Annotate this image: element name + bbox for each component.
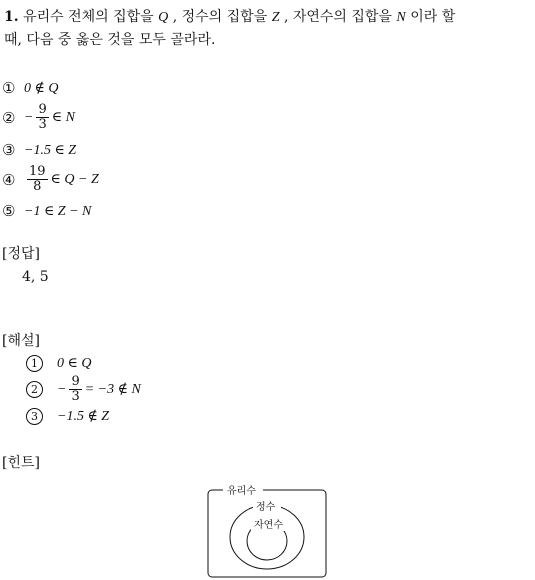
choice-4 [2, 165, 99, 194]
explanation-label: [해설] [2, 333, 40, 349]
naturals-label: 자연수 [254, 520, 283, 531]
answer-value: 4, 5 [22, 269, 49, 285]
choice-expression: ∈ Q − Z [50, 172, 99, 187]
explanation-item-2 [26, 375, 141, 404]
question-number: 1. [4, 9, 19, 25]
explanation-expression: 0 ∈ Q [57, 356, 92, 371]
explanation-item-3 [26, 408, 109, 425]
choice-1 [2, 79, 58, 97]
choice-2 [2, 103, 75, 132]
choice-expression: 0 ∉ Q [24, 80, 59, 96]
explanation-expression: = −3 ∉ N [84, 382, 141, 397]
circled-number: 2 [26, 381, 43, 398]
fraction [69, 375, 81, 404]
explanation-expression: −1.5 ∉ Z [57, 409, 110, 424]
rationals-label: 유리수 [227, 486, 256, 497]
question-text: , 자연수의 집합을 [283, 9, 392, 25]
fraction [27, 165, 48, 194]
set-n: N [396, 10, 406, 25]
fraction-denominator: 3 [38, 117, 47, 132]
question-line-2: 때, 다음 중 옳은 것을 모두 골라라. [4, 32, 216, 48]
choice-number: ② [2, 108, 16, 127]
fraction-denominator: 3 [71, 389, 80, 404]
choice-3 [2, 141, 76, 159]
question-text: 이라 할 [410, 9, 456, 25]
set-q: Q [158, 10, 169, 25]
choice-expression: −1 ∈ Z − N [24, 203, 92, 219]
fraction-denominator: 8 [33, 179, 42, 194]
integers-circle [230, 505, 304, 569]
choice-5 [2, 202, 91, 220]
choice-number: ③ [2, 141, 16, 159]
question-text: , 정수의 집합을 [172, 9, 268, 25]
explanation-sign: − [57, 381, 67, 397]
integers-label: 정수 [256, 502, 276, 513]
set-z: Z [271, 10, 280, 25]
choice-number: ④ [2, 170, 16, 189]
fraction-numerator: 9 [38, 102, 47, 117]
hint-label: [힌트] [2, 455, 40, 471]
choice-expression: −1.5 ∈ Z [24, 142, 77, 158]
question-line-1 [4, 6, 455, 29]
choice-number: ⑤ [2, 202, 16, 220]
question-text: 유리수 전체의 집합을 [23, 9, 154, 25]
choice-number: ① [2, 79, 16, 97]
fraction [36, 103, 48, 132]
answer-label: [정답] [2, 246, 40, 262]
fraction-numerator: 9 [71, 374, 80, 389]
circled-number: 1 [26, 355, 43, 372]
explanation-item-1 [26, 355, 91, 372]
fraction-numerator: 19 [29, 164, 46, 179]
choice-sign: − [24, 109, 34, 125]
choice-expression: ∈ N [51, 110, 75, 125]
circled-number: 3 [26, 408, 43, 425]
venn-diagram [205, 482, 330, 580]
